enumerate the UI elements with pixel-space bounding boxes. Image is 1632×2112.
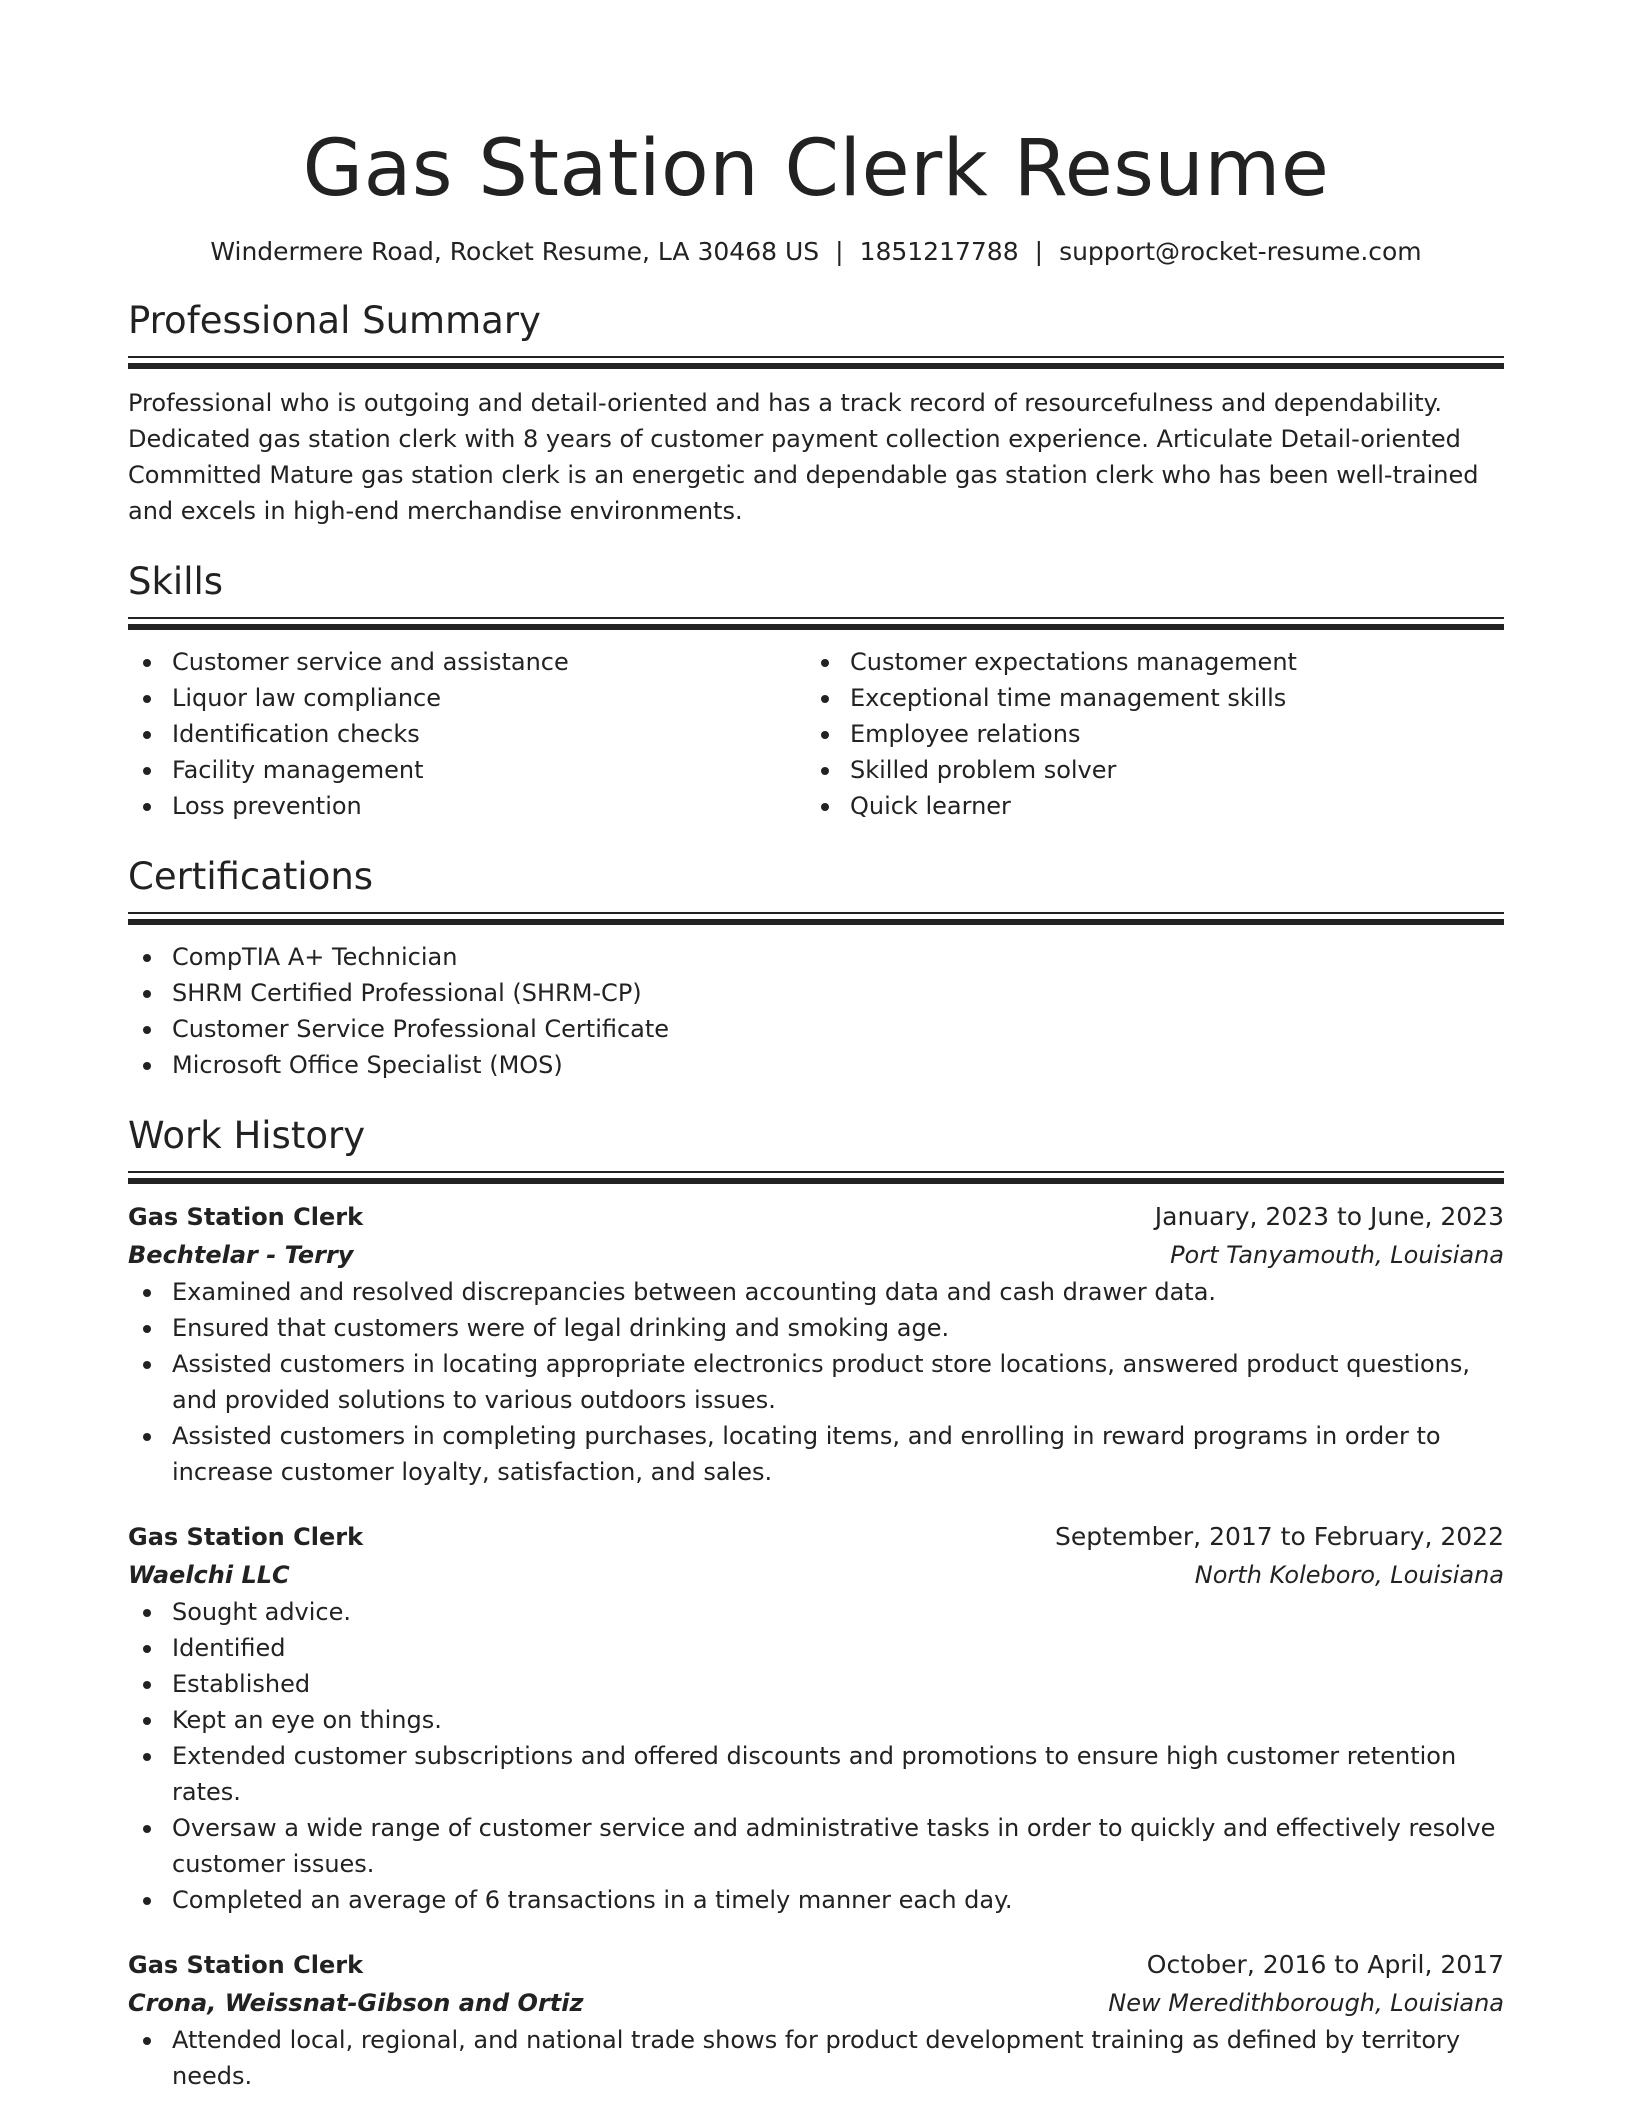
job-subheader-row <box>128 1236 1504 1274</box>
section-divider <box>128 1171 1504 1184</box>
job-dates: October, 2016 to April, 2017 <box>1146 1950 1504 1979</box>
certification-item: SHRM Certified Professional (SHRM-CP) <box>128 975 1504 1011</box>
skill-item: Customer service and assistance <box>128 644 806 680</box>
job-bullet: Assisted customers in completing purchases, locating items, and enrolling in reward programs in order to increase customer loyalty, satisfaction, and sales. <box>128 1418 1504 1490</box>
resume-page <box>128 0 1504 2094</box>
skills-grid <box>128 644 1504 824</box>
job-title: Gas Station Clerk <box>128 1203 364 1231</box>
skills-right-list <box>806 644 1484 824</box>
contact-phone: 1851217788 <box>859 237 1019 266</box>
job-location: North Koleboro, Louisiana <box>1194 1561 1504 1589</box>
job-bullet: Established <box>128 1666 1504 1702</box>
job-bullet-list <box>128 1274 1504 1490</box>
skills-section <box>128 559 1504 824</box>
skill-item: Customer expectations management <box>806 644 1484 680</box>
work-history-section <box>128 1113 1504 2094</box>
certification-item: Microsoft Office Specialist (MOS) <box>128 1047 1504 1083</box>
section-title-certifications: Certifications <box>128 855 374 898</box>
skill-item: Loss prevention <box>128 788 806 824</box>
contact-separator: | <box>835 237 844 266</box>
job-bullet: Ensured that customers were of legal drinking and smoking age. <box>128 1310 1504 1346</box>
job-bullet: Attended local, regional, and national trade shows for product development training as defined by territory needs. <box>128 2022 1504 2094</box>
job-header-row <box>128 1198 1504 1236</box>
skill-item: Liquor law compliance <box>128 680 806 716</box>
certification-item: Customer Service Professional Certificate <box>128 1011 1504 1047</box>
job-subheader-row <box>128 1556 1504 1594</box>
job-bullet: Sought advice. <box>128 1594 1504 1630</box>
job-dates: January, 2023 to June, 2023 <box>1154 1202 1504 1231</box>
job-company: Bechtelar - Terry <box>128 1241 354 1269</box>
job-company: Crona, Weissnat-Gibson and Ortiz <box>128 1989 584 2017</box>
job-location: Port Tanyamouth, Louisiana <box>1170 1241 1504 1269</box>
summary-section <box>128 298 1504 529</box>
job-company: Waelchi LLC <box>128 1561 290 1589</box>
job-bullet: Extended customer subscriptions and offered discounts and promotions to ensure high customer retention rates. <box>128 1738 1504 1810</box>
skill-item: Facility management <box>128 752 806 788</box>
skill-item: Exceptional time management skills <box>806 680 1484 716</box>
summary-text: Professional who is outgoing and detail-oriented and has a track record of resourcefulness and dependability. Dedicated gas station clerk with 8 years of customer payment collection experience. Articulate Detail-oriented Committed Mature gas station clerk is an energetic and dependable gas station clerk who has been well-trained and excels in high-end merchandise environments. <box>128 389 1479 525</box>
section-title-summary: Professional Summary <box>128 299 541 342</box>
contact-line <box>128 236 1504 268</box>
skills-left-list <box>128 644 806 824</box>
job-subheader-row <box>128 1984 1504 2022</box>
job-bullet: Completed an average of 6 transactions in a timely manner each day. <box>128 1882 1504 1918</box>
contact-email[interactable]: support@rocket-resume.com <box>1059 237 1422 266</box>
section-title-skills: Skills <box>128 560 224 603</box>
certifications-list <box>128 939 1504 1083</box>
section-divider <box>128 912 1504 925</box>
job-bullet: Oversaw a wide range of customer service and administrative tasks in order to quickly and effectively resolve customer issues. <box>128 1810 1504 1882</box>
job-bullet: Examined and resolved discrepancies between accounting data and cash drawer data. <box>128 1274 1504 1310</box>
skill-item: Quick learner <box>806 788 1484 824</box>
job-title: Gas Station Clerk <box>128 1951 364 1979</box>
job-bullet: Kept an eye on things. <box>128 1702 1504 1738</box>
section-divider <box>128 617 1504 630</box>
job-bullet: Assisted customers in locating appropriate electronics product store locations, answered product questions, and provided solutions to various outdoors issues. <box>128 1346 1504 1418</box>
resume-title: Gas Station Clerk Resume <box>302 124 1330 214</box>
job-bullet: Identified <box>128 1630 1504 1666</box>
job-entry <box>128 1946 1504 2094</box>
contact-separator: | <box>1034 237 1044 266</box>
job-entry <box>128 1518 1504 1918</box>
job-title: Gas Station Clerk <box>128 1523 364 1551</box>
job-entry <box>128 1198 1504 1490</box>
certifications-section <box>128 854 1504 1083</box>
section-title-work-history: Work History <box>128 1114 366 1157</box>
job-bullet-list <box>128 1594 1504 1918</box>
job-dates: September, 2017 to February, 2022 <box>1055 1522 1504 1551</box>
skill-item: Identification checks <box>128 716 806 752</box>
section-divider <box>128 356 1504 369</box>
job-location: New Meredithborough, Louisiana <box>1108 1989 1504 2017</box>
skill-item: Skilled problem solver <box>806 752 1484 788</box>
skill-item: Employee relations <box>806 716 1484 752</box>
job-header-row <box>128 1946 1504 1984</box>
job-bullet-list <box>128 2022 1504 2094</box>
certification-item: CompTIA A+ Technician <box>128 939 1504 975</box>
contact-address: Windermere Road, Rocket Resume, LA 30468 US <box>210 237 820 266</box>
job-header-row <box>128 1518 1504 1556</box>
